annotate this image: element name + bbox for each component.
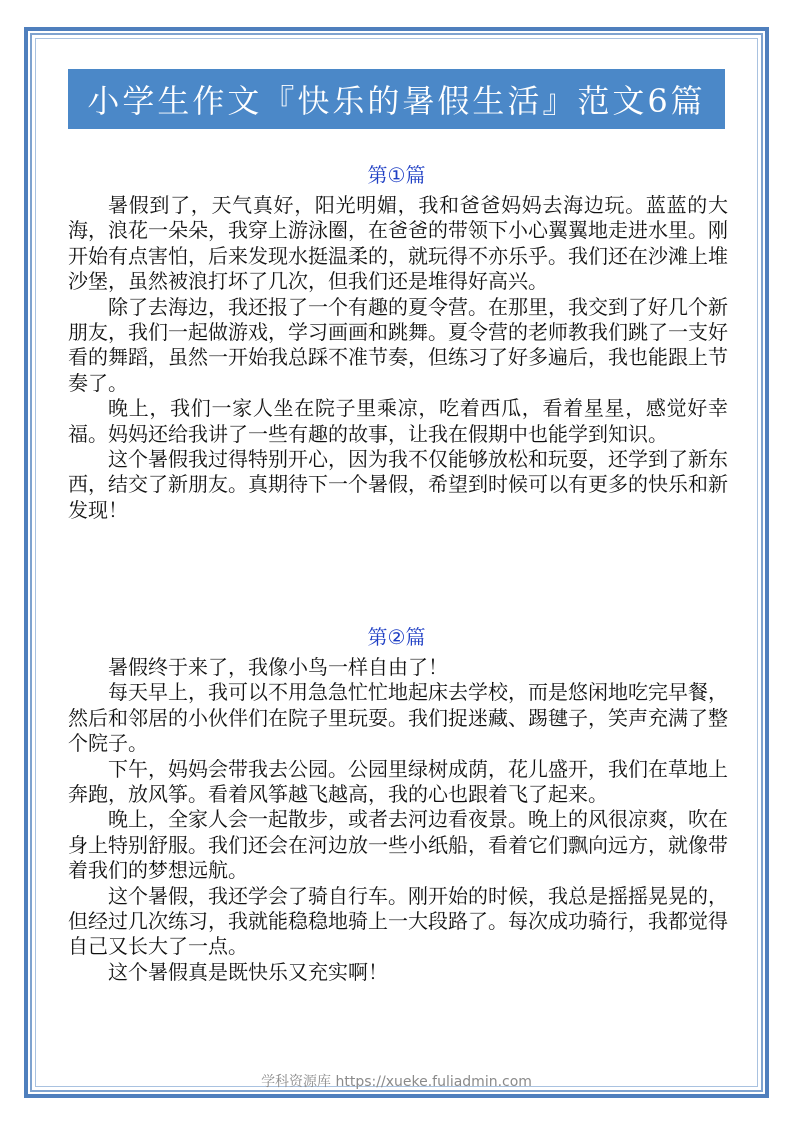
essay-1-paragraph: 暑假到了，天气真好，阳光明媚，我和爸爸妈妈去海边玩。蓝蓝的大海，浪花一朵朵，我穿上游泳圈，在爸爸的带领下小心翼翼地走进水里。刚开始有点害怕，后来发现水挺温柔的，就玩得不亦乐乎。我们还在沙滩上堆沙堡，虽然被浪打坏了几次，但我们还是堆得好高兴。 xyxy=(68,193,728,294)
essay-2-body xyxy=(68,655,728,985)
essay-1-paragraph: 除了去海边，我还报了一个有趣的夏令营。在那里，我交到了好几个新朋友，我们一起做游戏，学习画画和跳舞。夏令营的老师教我们跳了一支好看的舞蹈，虽然一开始我总踩不准节奏，但练习了好多遍后，我也能跟上节奏了。 xyxy=(68,294,728,395)
essay-1-body xyxy=(68,193,728,523)
document-title: 小学生作文『快乐的暑假生活』范文6篇 xyxy=(68,69,725,129)
essay-1-paragraph: 晚上，我们一家人坐在院子里乘凉，吃着西瓜，看着星星，感觉好幸福。妈妈还给我讲了一些有趣的故事，让我在假期中也能学到知识。 xyxy=(68,396,728,446)
essay-2-paragraph: 暑假终于来了，我像小鸟一样自由了！ xyxy=(108,655,448,679)
essay-2-paragraph: 下午，妈妈会带我去公园。公园里绿树成荫，花儿盛开，我们在草地上奔跑，放风筝。看着风筝越飞越高，我的心也跟着飞了起来。 xyxy=(68,756,728,807)
essay-2-paragraph: 这个暑假真是既快乐又充实啊！ xyxy=(108,959,388,984)
essay-2-paragraph: 每天早上，我可以不用急急忙忙地起床去学校，而是悠闲地吃完早餐，然后和邻居的小伙伴们在院子里玩耍。我们捉迷藏、踢毽子，笑声充满了整个院子。 xyxy=(68,680,728,756)
essay-1-heading: 第①篇 xyxy=(367,163,426,187)
essay-1-paragraph: 这个暑假我过得特别开心，因为我不仅能够放松和玩耍，还学到了新东西，结交了新朋友。真期待下一个暑假，希望到时候可以有更多的快乐和新发现！ xyxy=(68,447,728,522)
essay-2-paragraph: 晚上，全家人会一起散步，或者去河边看夜景。晚上的风很凉爽，吹在身上特别舒服。我们还会在河边放一些小纸船，看着它们飘向远方，就像带着我们的梦想远航。 xyxy=(68,807,728,883)
essay-2-paragraph: 这个暑假，我还学会了骑自行车。刚开始的时候，我总是摇摇晃晃的，但经过几次练习，我就能稳稳地骑上一大段路了。每次成功骑行，我都觉得自己又长大了一点。 xyxy=(68,883,728,959)
footer-watermark: 学科资源库 https://xueke.fuliadmin.com xyxy=(261,1074,532,1090)
essay-2-heading: 第②篇 xyxy=(367,625,426,649)
